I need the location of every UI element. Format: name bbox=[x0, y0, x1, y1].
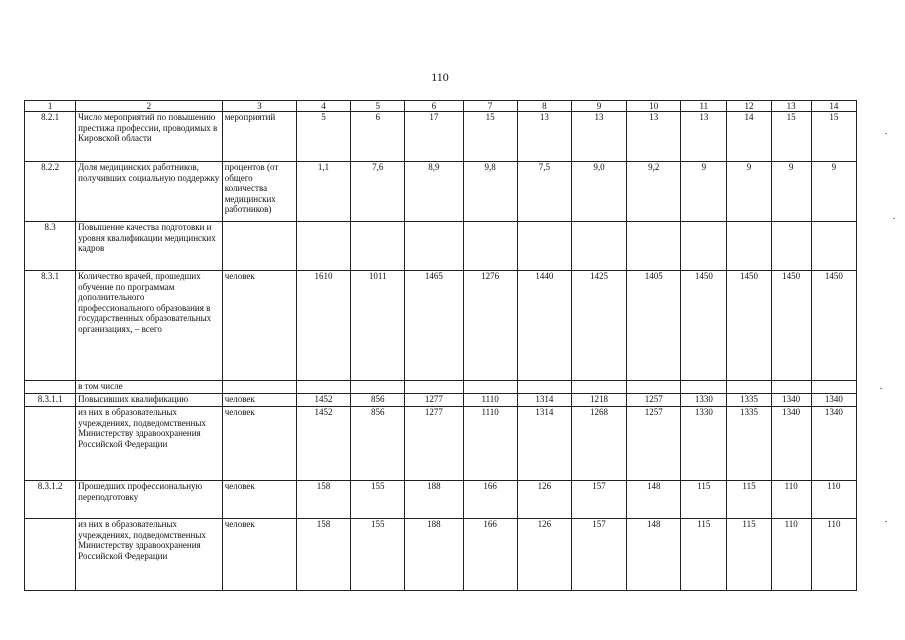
value-cell: 110 bbox=[811, 481, 856, 519]
unit-cell: человек bbox=[222, 481, 296, 519]
column-header: 6 bbox=[405, 101, 463, 112]
value-cell bbox=[296, 381, 350, 394]
value-cell: 1450 bbox=[771, 271, 811, 381]
column-header: 10 bbox=[627, 101, 681, 112]
row-number-cell: 8.3.1.2 bbox=[25, 481, 76, 519]
scan-speck bbox=[885, 133, 887, 134]
row-number-cell: 8.3.1 bbox=[25, 271, 76, 381]
value-cell: 126 bbox=[517, 519, 571, 591]
value-cell bbox=[463, 381, 517, 394]
indicator-name-cell: Доля медицинских работников, получивших социальную поддержку bbox=[76, 162, 223, 222]
column-header: 7 bbox=[463, 101, 517, 112]
row-number-cell bbox=[25, 407, 76, 481]
value-cell: 1440 bbox=[517, 271, 571, 381]
value-cell: 1340 bbox=[811, 394, 856, 407]
value-cell: 7,6 bbox=[351, 162, 405, 222]
value-cell: 1011 bbox=[351, 271, 405, 381]
value-cell: 1610 bbox=[296, 271, 350, 381]
value-cell: 1405 bbox=[627, 271, 681, 381]
column-header: 2 bbox=[76, 101, 223, 112]
value-cell bbox=[627, 222, 681, 271]
table-row bbox=[25, 519, 857, 591]
value-cell: 1110 bbox=[463, 407, 517, 481]
value-cell: 115 bbox=[727, 519, 771, 591]
value-cell bbox=[351, 222, 405, 271]
value-cell: 1257 bbox=[627, 407, 681, 481]
value-cell: 148 bbox=[627, 519, 681, 591]
column-header: 14 bbox=[811, 101, 856, 112]
value-cell: 9,8 bbox=[463, 162, 517, 222]
unit-cell: мероприятий bbox=[222, 112, 296, 162]
value-cell: 13 bbox=[517, 112, 571, 162]
value-cell: 157 bbox=[571, 481, 626, 519]
table-row bbox=[25, 112, 857, 162]
value-cell: 1110 bbox=[463, 394, 517, 407]
value-cell bbox=[296, 222, 350, 271]
value-cell: 1452 bbox=[296, 407, 350, 481]
value-cell: 13 bbox=[627, 112, 681, 162]
value-cell: 856 bbox=[351, 407, 405, 481]
value-cell: 1340 bbox=[771, 394, 811, 407]
indicator-name-cell: в том числе bbox=[76, 381, 223, 394]
value-cell bbox=[571, 381, 626, 394]
value-cell: 15 bbox=[463, 112, 517, 162]
indicator-name-cell: Число мероприятий по повышению престижа профессии, проводимых в Кировской области bbox=[76, 112, 223, 162]
column-header: 13 bbox=[771, 101, 811, 112]
column-header: 4 bbox=[296, 101, 350, 112]
value-cell bbox=[571, 222, 626, 271]
value-cell: 158 bbox=[296, 481, 350, 519]
scan-speck bbox=[893, 218, 895, 219]
value-cell: 9 bbox=[771, 162, 811, 222]
indicator-name-cell: Повысивших квалификацию bbox=[76, 394, 223, 407]
indicator-name-cell: Повышение качества подготовки и уровня квалификации медицинских кадров bbox=[76, 222, 223, 271]
column-header: 9 bbox=[571, 101, 626, 112]
value-cell: 1335 bbox=[727, 407, 771, 481]
value-cell: 1450 bbox=[681, 271, 727, 381]
value-cell: 1335 bbox=[727, 394, 771, 407]
value-cell: 1450 bbox=[811, 271, 856, 381]
scan-speck bbox=[885, 521, 887, 522]
page-number: 110 bbox=[431, 70, 449, 84]
value-cell: 1330 bbox=[681, 394, 727, 407]
value-cell: 110 bbox=[811, 519, 856, 591]
table-row bbox=[25, 162, 857, 222]
value-cell: 6 bbox=[351, 112, 405, 162]
value-cell: 158 bbox=[296, 519, 350, 591]
unit-cell bbox=[222, 222, 296, 271]
value-cell: 166 bbox=[463, 481, 517, 519]
indicators-table bbox=[24, 100, 857, 591]
value-cell: 115 bbox=[681, 481, 727, 519]
value-cell bbox=[727, 381, 771, 394]
value-cell: 9,0 bbox=[571, 162, 626, 222]
indicator-name-cell: из них в образовательных учреждениях, подведомственных Министерству здравоохранения Российской Федерации bbox=[76, 519, 223, 591]
value-cell bbox=[681, 381, 727, 394]
value-cell bbox=[463, 222, 517, 271]
value-cell bbox=[771, 222, 811, 271]
value-cell: 1268 bbox=[571, 407, 626, 481]
unit-cell: человек bbox=[222, 519, 296, 591]
unit-cell: человек bbox=[222, 394, 296, 407]
value-cell: 1340 bbox=[771, 407, 811, 481]
indicator-name-cell: Количество врачей, прошедших обучение по программам дополнительного профессионального образования в государственных образовательных организациях, – всего bbox=[76, 271, 223, 381]
column-header: 8 bbox=[517, 101, 571, 112]
table-row bbox=[25, 381, 857, 394]
indicator-name-cell: Прошедших профессиональную переподготовку bbox=[76, 481, 223, 519]
value-cell: 155 bbox=[351, 519, 405, 591]
value-cell: 1450 bbox=[727, 271, 771, 381]
table-header-row bbox=[25, 101, 857, 112]
value-cell: 157 bbox=[571, 519, 626, 591]
value-cell: 13 bbox=[681, 112, 727, 162]
value-cell bbox=[517, 222, 571, 271]
value-cell: 9 bbox=[727, 162, 771, 222]
value-cell: 166 bbox=[463, 519, 517, 591]
value-cell: 126 bbox=[517, 481, 571, 519]
column-header: 11 bbox=[681, 101, 727, 112]
value-cell: 9,2 bbox=[627, 162, 681, 222]
scan-speck bbox=[880, 388, 882, 389]
column-header: 1 bbox=[25, 101, 76, 112]
row-number-cell: 8.3.1.1 bbox=[25, 394, 76, 407]
value-cell: 155 bbox=[351, 481, 405, 519]
value-cell: 1314 bbox=[517, 394, 571, 407]
table-row bbox=[25, 407, 857, 481]
value-cell: 5 bbox=[296, 112, 350, 162]
value-cell bbox=[405, 381, 463, 394]
value-cell bbox=[771, 381, 811, 394]
value-cell: 14 bbox=[727, 112, 771, 162]
value-cell: 115 bbox=[681, 519, 727, 591]
table-row bbox=[25, 222, 857, 271]
column-header: 5 bbox=[351, 101, 405, 112]
value-cell: 110 bbox=[771, 519, 811, 591]
value-cell: 9 bbox=[681, 162, 727, 222]
unit-cell bbox=[222, 381, 296, 394]
value-cell: 1340 bbox=[811, 407, 856, 481]
unit-cell: человек bbox=[222, 271, 296, 381]
value-cell bbox=[517, 381, 571, 394]
value-cell: 1,1 bbox=[296, 162, 350, 222]
value-cell bbox=[727, 222, 771, 271]
value-cell: 1425 bbox=[571, 271, 626, 381]
indicator-name-cell: из них в образовательных учреждениях, подведомственных Министерству здравоохранения Российской Федерации bbox=[76, 407, 223, 481]
value-cell: 8,9 bbox=[405, 162, 463, 222]
column-header: 3 bbox=[222, 101, 296, 112]
value-cell: 1276 bbox=[463, 271, 517, 381]
row-number-cell: 8.2.1 bbox=[25, 112, 76, 162]
value-cell: 1465 bbox=[405, 271, 463, 381]
value-cell: 856 bbox=[351, 394, 405, 407]
value-cell: 115 bbox=[727, 481, 771, 519]
row-number-cell bbox=[25, 519, 76, 591]
unit-cell: человек bbox=[222, 407, 296, 481]
value-cell: 1330 bbox=[681, 407, 727, 481]
value-cell: 9 bbox=[811, 162, 856, 222]
value-cell bbox=[351, 381, 405, 394]
unit-cell: процентов (от общего количества медицинских работников) bbox=[222, 162, 296, 222]
value-cell: 7,5 bbox=[517, 162, 571, 222]
value-cell: 1277 bbox=[405, 394, 463, 407]
value-cell: 15 bbox=[771, 112, 811, 162]
row-number-cell: 8.3 bbox=[25, 222, 76, 271]
value-cell bbox=[681, 222, 727, 271]
value-cell bbox=[405, 222, 463, 271]
column-header: 12 bbox=[727, 101, 771, 112]
value-cell bbox=[811, 381, 856, 394]
value-cell: 188 bbox=[405, 519, 463, 591]
value-cell: 13 bbox=[571, 112, 626, 162]
value-cell: 148 bbox=[627, 481, 681, 519]
value-cell: 110 bbox=[771, 481, 811, 519]
value-cell: 1452 bbox=[296, 394, 350, 407]
row-number-cell bbox=[25, 381, 76, 394]
value-cell: 1257 bbox=[627, 394, 681, 407]
value-cell bbox=[811, 222, 856, 271]
value-cell: 188 bbox=[405, 481, 463, 519]
value-cell: 1314 bbox=[517, 407, 571, 481]
table-row bbox=[25, 271, 857, 381]
table-row bbox=[25, 394, 857, 407]
table-row bbox=[25, 481, 857, 519]
value-cell: 1218 bbox=[571, 394, 626, 407]
value-cell: 17 bbox=[405, 112, 463, 162]
value-cell: 1277 bbox=[405, 407, 463, 481]
value-cell: 15 bbox=[811, 112, 856, 162]
value-cell bbox=[627, 381, 681, 394]
row-number-cell: 8.2.2 bbox=[25, 162, 76, 222]
